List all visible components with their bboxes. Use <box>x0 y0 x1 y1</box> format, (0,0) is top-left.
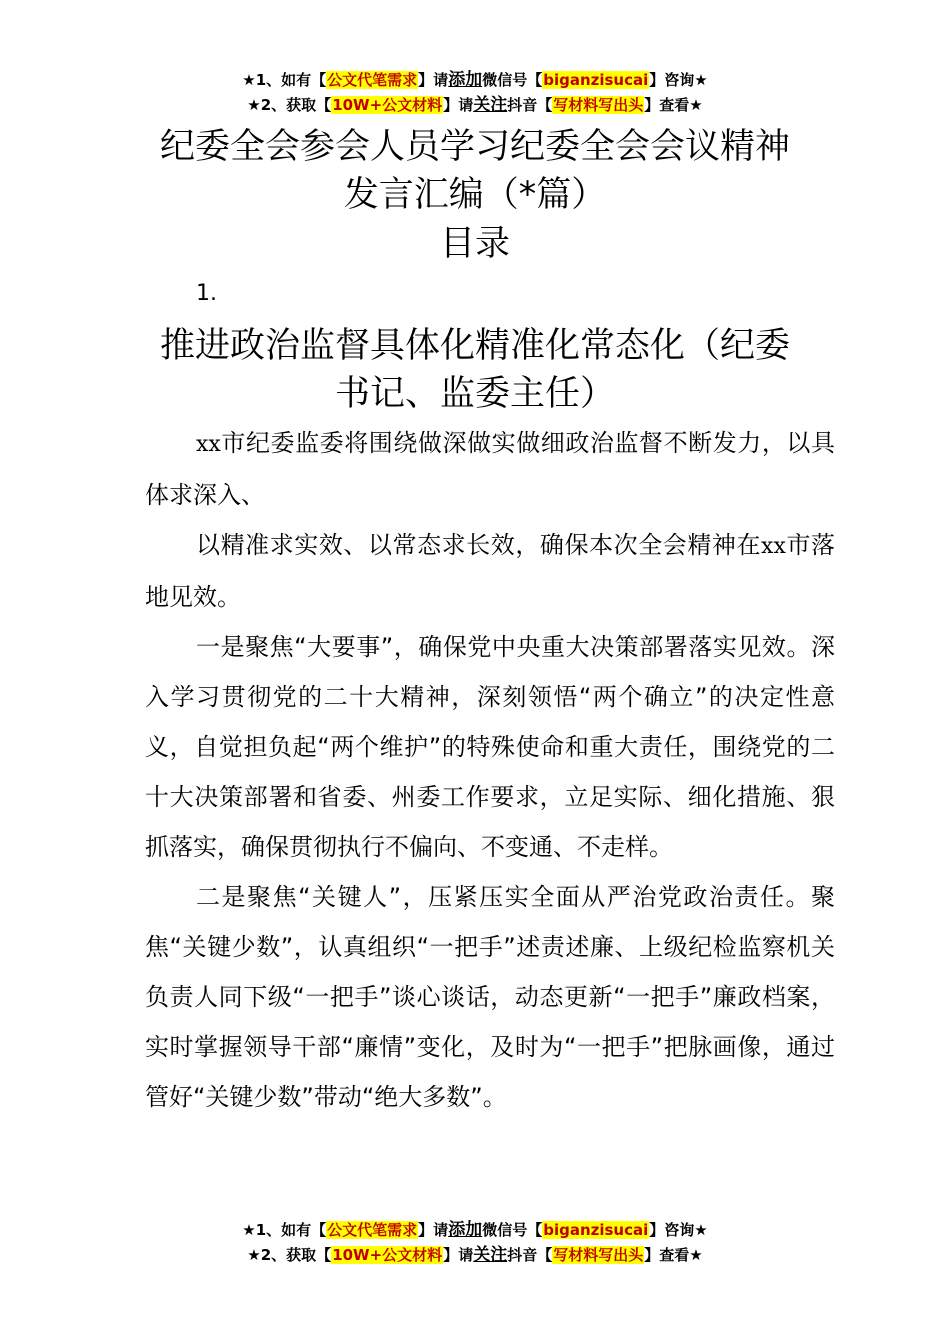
promo-underlined: 关注 <box>473 1245 508 1265</box>
promo-banner-top <box>0 68 950 118</box>
promo-underlined: 添加 <box>448 70 483 90</box>
promo-line-1 <box>0 68 950 93</box>
paragraph-1 <box>145 418 835 520</box>
promo-highlight: 公文代笔需求 <box>327 71 418 89</box>
paragraph-3: 一是聚焦“大要事”，确保党中央重大决策部署落实见效。深入学习贯彻党的二十大精神，深刻领悟“两个确立”的决定性意义，自觉担负起“两个维护”的特殊使命和重大责任，围绕党的二十大决策部署和省委、州委工作要求，立足实际、细化措施、狠抓落实，确保贯彻执行不偏向、不变通、不走样。 <box>145 633 835 861</box>
promo-text: 】请 <box>418 71 449 89</box>
promo-highlight: biganzisucai <box>543 1221 649 1239</box>
promo-underlined: 添加 <box>448 1220 483 1240</box>
promo-text: 微信号【 <box>482 1221 543 1239</box>
promo-highlight: biganzisucai <box>543 71 649 89</box>
promo-text: 】查看★ <box>644 96 703 114</box>
promo-text: 微信号【 <box>482 71 543 89</box>
promo-highlight: 写材料写出头 <box>553 96 644 114</box>
promo-text: 】咨询★ <box>649 1221 708 1239</box>
document-body <box>145 418 835 1122</box>
paragraph-text: 市纪委监委将围绕做深做实做细政治监督不断发力，以具体求深入、 <box>145 429 835 509</box>
paragraph-4: 二是聚焦“关键人”，压紧压实全面从严治党政治责任。聚焦“关键少数”，认真组织“一把手”述责述廉、上级纪检监察机关负责人同下级“一把手”谈心谈话，动态更新“一把手”廉政档案，实时掌握领导干部“廉情”变化，及时为“一把手”把脉画像，通过管好“关键少数”带动“绝大多数”。 <box>145 883 835 1111</box>
promo-text: ★1、如有【 <box>242 1221 327 1239</box>
promo-text: ★2、获取【 <box>247 96 332 114</box>
document-title <box>0 123 950 219</box>
promo-line-2 <box>0 1243 950 1268</box>
paragraph-text: 市落地见效。 <box>145 531 836 611</box>
paragraph-text: xx <box>761 534 786 559</box>
promo-text: 】请 <box>418 1221 449 1239</box>
promo-highlight: 写材料写出头 <box>553 1246 644 1264</box>
promo-text: 抖音【 <box>507 1246 553 1264</box>
promo-text: ★1、如有【 <box>242 71 327 89</box>
promo-highlight: 10W+公文材料 <box>332 1246 443 1264</box>
promo-text: ★2、获取【 <box>247 1246 332 1264</box>
document-title-line-2: 发言汇编（*篇） <box>343 175 607 215</box>
section-title-line-1: 推进政治监督具体化精准化常态化（纪委 <box>159 326 790 366</box>
promo-text: 】请 <box>443 96 474 114</box>
promo-text: 】请 <box>443 1246 474 1264</box>
section-title <box>0 322 950 418</box>
promo-text: 】咨询★ <box>649 71 708 89</box>
promo-banner-bottom <box>0 1218 950 1268</box>
promo-underlined: 关注 <box>473 95 508 115</box>
paragraph-text: 以精准求实效、以常态求长效，确保本次全会精神在 <box>196 531 762 559</box>
section-number: 1. <box>196 281 217 306</box>
promo-text: 抖音【 <box>507 96 553 114</box>
promo-line-2 <box>0 93 950 118</box>
promo-text: 】查看★ <box>644 1246 703 1264</box>
paragraph-text: xx <box>196 432 221 457</box>
section-title-line-2: 书记、监委主任） <box>334 374 615 414</box>
paragraph-2 <box>145 520 835 622</box>
document-title-line-1: 纪委全会参会人员学习纪委全会会议精神 <box>159 127 790 167</box>
promo-highlight: 公文代笔需求 <box>327 1221 418 1239</box>
toc-heading: 目录 <box>439 224 510 264</box>
promo-line-1 <box>0 1218 950 1243</box>
promo-highlight: 10W+公文材料 <box>332 96 443 114</box>
